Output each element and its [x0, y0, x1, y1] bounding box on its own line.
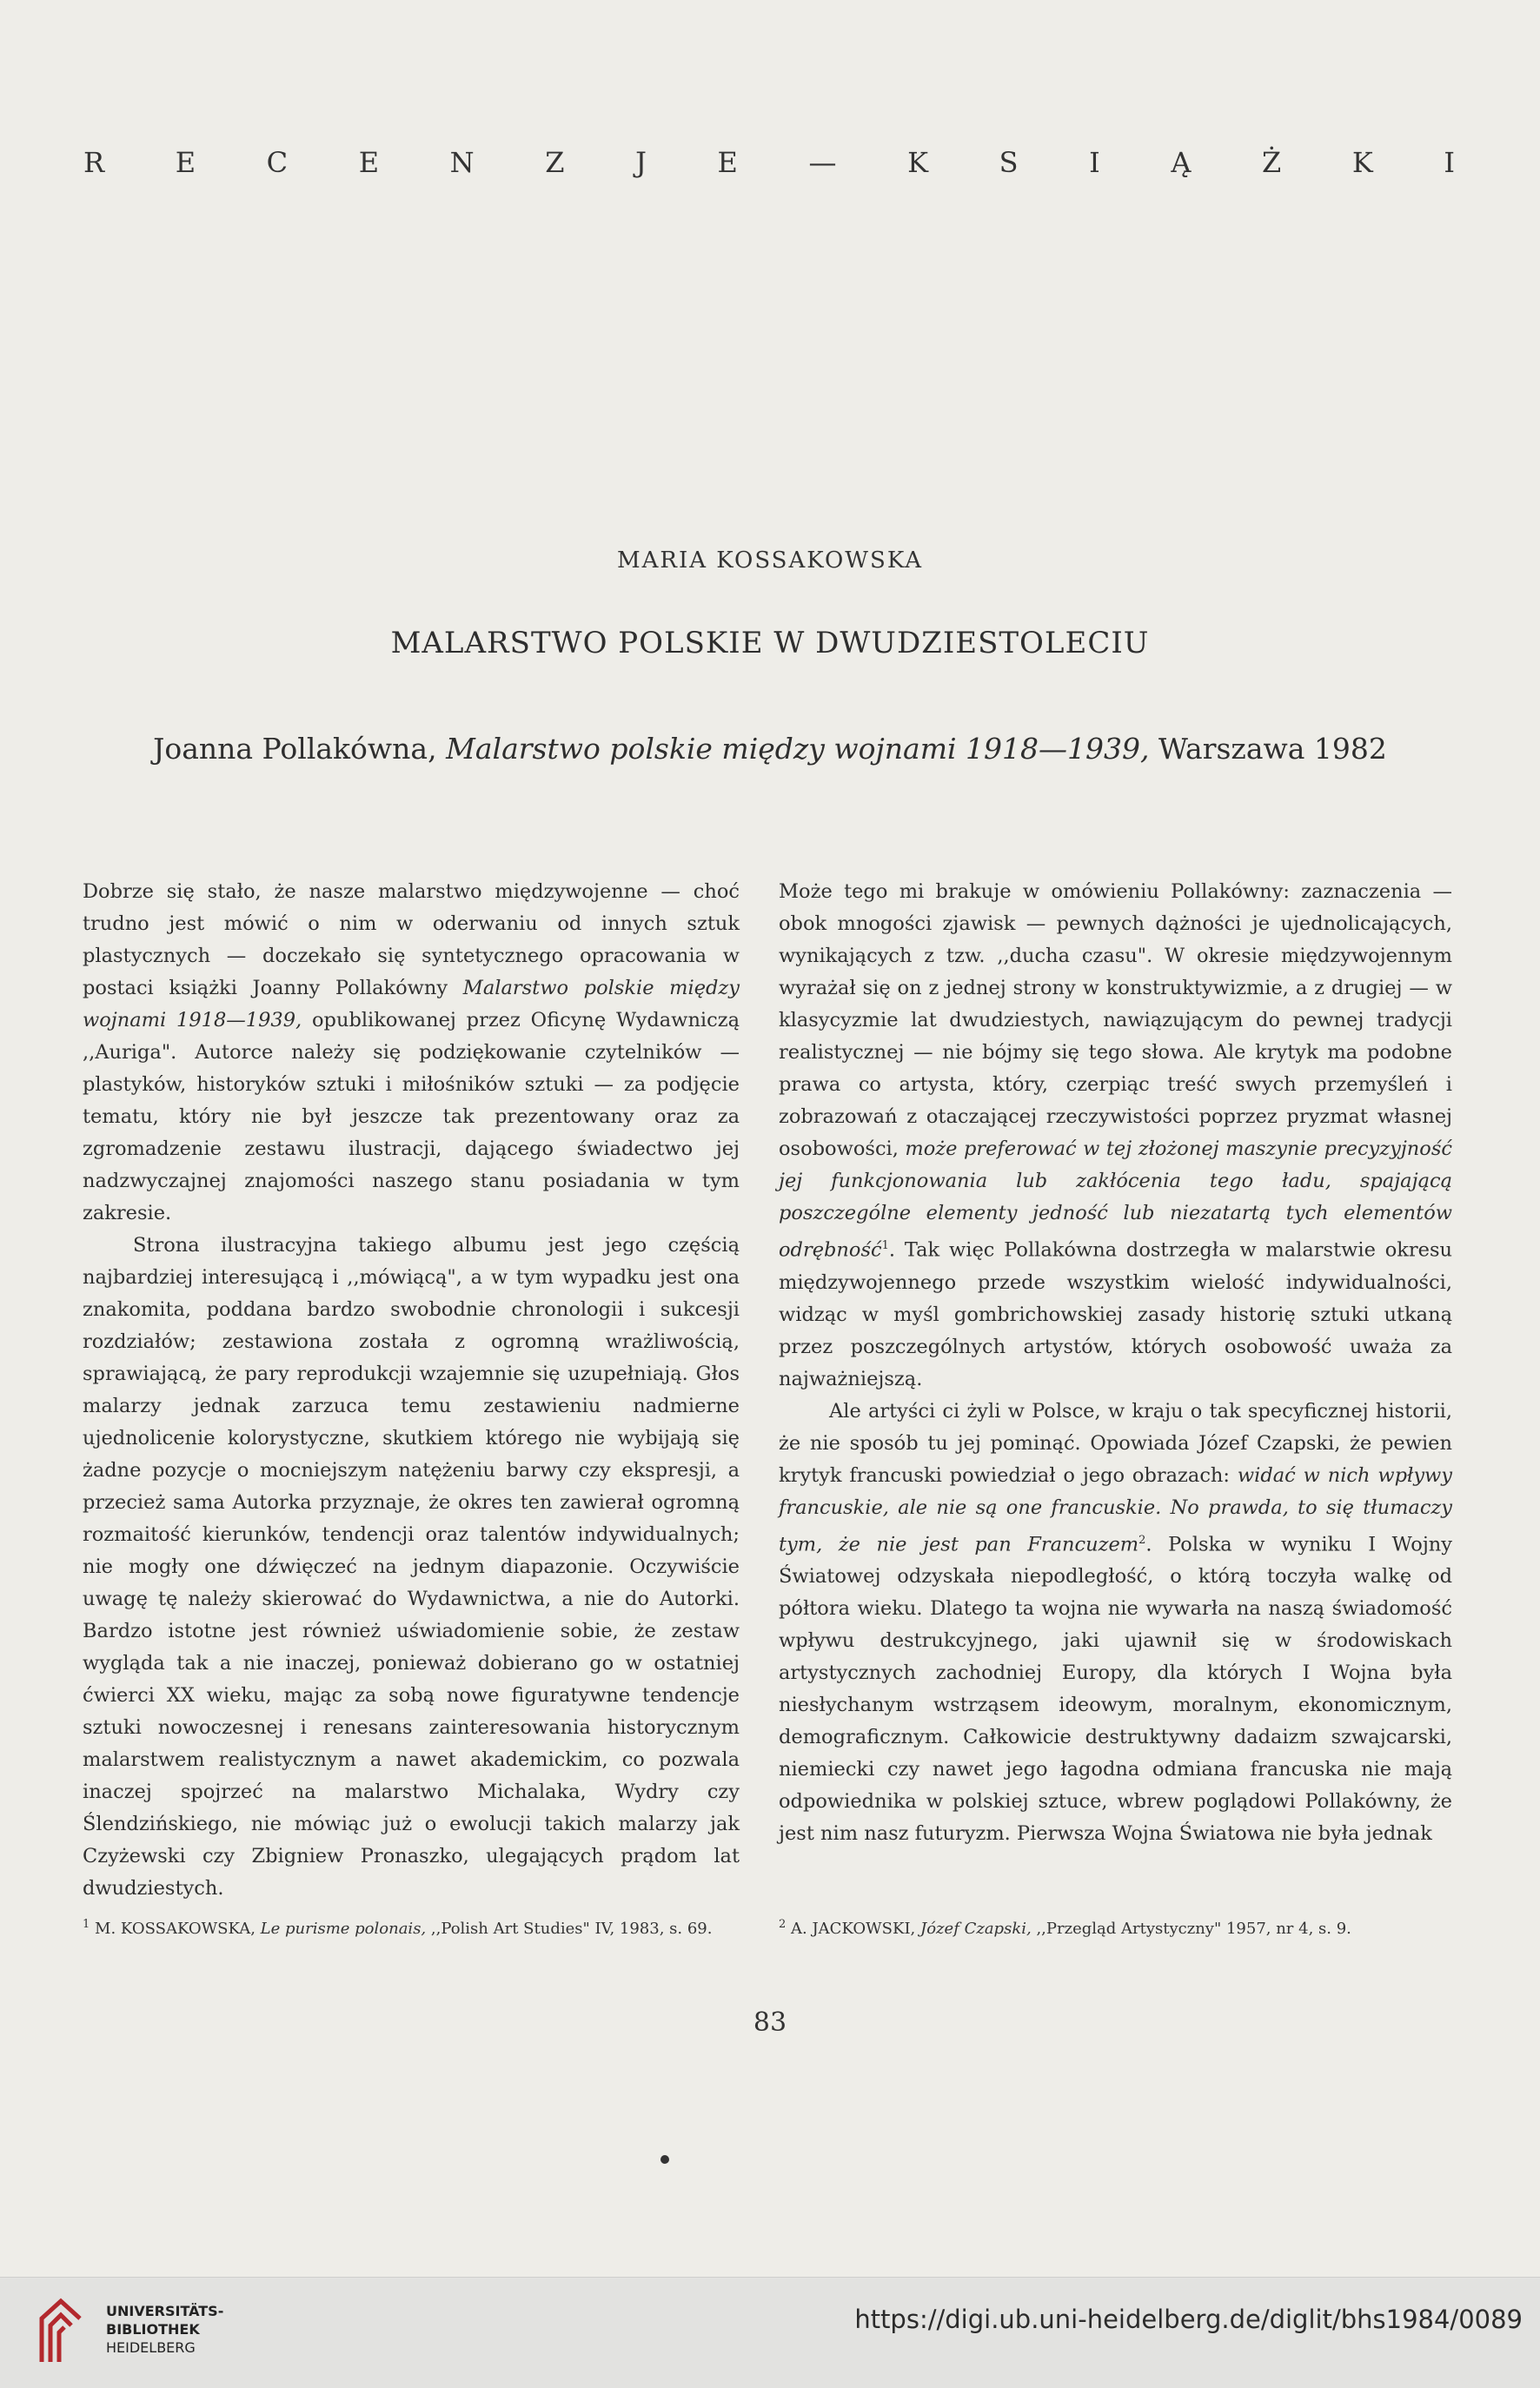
running-head-letter: I	[1089, 146, 1102, 179]
library-logo[interactable]	[35, 2294, 223, 2364]
page-number: 83	[753, 2007, 787, 2038]
reviewed-book-title: Malarstwo polskie między wojnami 1918—1939,	[446, 732, 1150, 766]
reviewed-book-place-year: Warszawa 1982	[1158, 732, 1387, 766]
reviewed-book-author: Joanna Pollakówna,	[153, 732, 437, 766]
logo-line-3: HEIDELBERG	[106, 2338, 196, 2356]
running-head-letter: J	[635, 146, 648, 179]
running-head-letter: E	[358, 146, 382, 179]
text-run: opublikowanej przez Oficynę Wydawniczą ,,Auriga". Autorce należy się podziękowanie czytelników — plastyków, historyków sztuki i miłośników sztuki — za podjęcie tematu, który nie był jeszcze tak prezentowany oraz za zgromadzenie zestawu ilustracji, dającego świadectwo jej nadzwyczajnej znajomości naszego stanu posiadania w tym zakresie.	[83, 1009, 740, 1224]
paragraph	[779, 1396, 1452, 1851]
text-run: Strona ilustracyjna takiego albumu jest jego częścią najbardziej interesującą i ,,mówiącą", a w tym wypadku jest ona znakomita, poddana bardzo swobodnie chronologii i sukcesji rozdziałów; zestawiona została z ogromną wrażliwością, sprawiającą, że pary reprodukcji wzajemnie się uzupełniają. Głos malarzy jednak zarzuca temu zestawieniu nadmierne ujednolicenie kolorystyczne, skutkiem którego nie wybijają się żadne pozycje o mocniejszym natężeniu barwy czy ekspresji, a przecież sama Autorka przyznaje, że okres ten zawierał ogromną rozmaitość kierunków, tendencji oraz talentów indywidualnych; nie mogły one dźwięczeć na jednym diapazonie. Oczywiście uwagę tę należy skierować do Wydawnictwa, a nie do Autorki. Bardzo istotne jest również uświadomienie sobie, że zestaw wygląda tak a nie inaczej, ponieważ dobierano go w ostatniej ćwierci XX wieku, mając za sobą nowe figuratywne tendencje sztuki nowoczesnej i renesans zainteresowania historycznym malarstwem realistycznym a nawet akademickim, co pozwala inaczej spojrzeć na malarstwo Michalaka, Wydry czy Ślendzińskiego, nie mówiąc już o ewolucji takich malarzy jak Czyżewski czy Zbigniew Pronaszko, ulegających prądom lat dwudziestych.	[83, 1234, 740, 1900]
footnote-ref: 2	[1138, 1533, 1146, 1547]
running-head-letter: E	[717, 146, 740, 179]
text-run: . Tak więc Pollakówna dostrzegła w malarstwie okresu międzywojennego przede wszystkim wielość indywidualności, widząc w myśl gombrichowskiej zasady historię sztuki utkaną przez poszczególnych artystów, których osobowość uważa za najważniejszą.	[779, 1238, 1452, 1390]
footnote-ref: 1	[881, 1239, 889, 1252]
paragraph	[779, 876, 1452, 1396]
footnote-italic: Le purisme polonais,	[260, 1920, 427, 1938]
running-head-letter: —	[808, 146, 839, 179]
text-run: Może tego mi brakuje w omówieniu Pollakówny: zaznaczenia — obok mnogości zjawisk — pewnych dążności je ujednolicających, wynikających z tzw. ,,ducha czasu". W okresie międzywojennym wyrażał się on z jednej strony w konstruktywizmie, a z drugiej — w klasycyzmie lat dwudziestych, nawiązującym do pewnej tradycji realistycznej — nie bójmy się tego słowa. Ale krytyk ma podobne prawa co artysta, który, czerpiąc treść swych przemyśleń i zobrazowań z otaczającej rzeczywistości poprzez pryzmat własnej osobowości,	[779, 880, 1452, 1160]
footnote-rest: ,,Polish Art Studies" IV, 1983, s. 69.	[426, 1920, 713, 1938]
running-head-letter: I	[1444, 146, 1457, 179]
footnote-2	[779, 1912, 1452, 1942]
italic-quote: widać w nich wpływy francuskie, ale nie są one francuskie. No prawda, to się tłumaczy tym, że nie jest pan Francuzem	[779, 1463, 1452, 1556]
left-column	[83, 876, 740, 1905]
running-head	[83, 146, 1457, 179]
footnote-1	[83, 1912, 752, 1942]
footnote-rest: ,,Przegląd Artystyczny" 1957, nr 4, s. 9.	[1031, 1920, 1351, 1938]
running-head-letter: Ż	[1262, 146, 1284, 179]
logo-line-1: UNIVERSITÄTS-	[106, 2302, 224, 2319]
footnote-number: 2	[779, 1918, 787, 1931]
footnote-italic: Józef Czapski,	[920, 1920, 1032, 1938]
article-author: MARIA KOSSAKOWSKA	[617, 547, 923, 574]
footnote-text: M. KOSSAKOWSKA,	[95, 1920, 261, 1938]
italic-quote: może preferować w tej złożonej maszynie precyzyjność jej funkcjonowania lub zakłócenia tego ładu, spajającą poszczególne elementy jedność lub niezatartą tych elementów odrębność	[779, 1138, 1452, 1262]
running-head-letter: K	[1351, 146, 1375, 179]
running-head-letter: Z	[545, 146, 567, 179]
running-head-letter: C	[266, 146, 290, 179]
library-logo-text	[106, 2302, 223, 2357]
footnote-number: 1	[83, 1918, 90, 1931]
text-run: Dobrze się stało, że nasze malarstwo międzywojenne — choć trudno jest mówić o nim w oderwaniu od innych sztuk plastycznych — doczekało się syntetycznego opracowania w postaci książki Joanny Pollakówny	[83, 880, 740, 999]
text-run: Ale artyści ci żyli w Polsce, w kraju o tak specyficznej historii, że nie sposób tu jej pominąć. Opowiada Józef Czapski, że pewien krytyk francuski powiedział o jego obrazach:	[779, 1399, 1452, 1487]
permalink-url[interactable]: https://digi.ub.uni-heidelberg.de/diglit/bhs1984/0089	[854, 2305, 1523, 2334]
library-logo-icon	[35, 2294, 87, 2364]
running-head-letter: E	[175, 146, 198, 179]
right-column	[779, 876, 1452, 1850]
running-head-letter: N	[449, 146, 476, 179]
running-head-letter: R	[83, 146, 107, 179]
running-head-letter: K	[907, 146, 930, 179]
article-title: MALARSTWO POLSKIE W DWUDZIESTOLECIU	[390, 626, 1150, 660]
logo-line-2: BIBLIOTHEK	[106, 2320, 200, 2338]
paragraph	[83, 1230, 740, 1905]
paragraph	[83, 876, 740, 1230]
text-run: . Polska w wyniku I Wojny Światowej odzyskała niepodległość, o którą toczyła walkę od półtora wieku. Dlatego ta wojna nie wywarła na naszą świadomość wpływu destrukcyjnego, jaki ujawnił się w środowiskach artystycznych zachodniej Europy, dla których I Wojna była niesłychanym wstrząsem ideowym, moralnym, ekonomicznym, demograficznym. Całkowicie destruktywny dadaizm szwajcarski, niemiecki czy nawet jego łagodna odmiana francuska nie mają odpowiednika w polskiej sztuce, wbrew poglądowi Pollakówny, że jest nim nasz futuryzm. Pierwsza Wojna Światowa nie była jednak	[779, 1533, 1452, 1845]
running-head-letter: Ą	[1171, 146, 1193, 179]
ink-speck	[660, 2155, 669, 2164]
footnote-text: A. JACKOWSKI,	[791, 1920, 920, 1938]
running-head-letter: S	[999, 146, 1020, 179]
italic-quote: Malarstwo polskie między wojnami 1918—1939,	[83, 977, 740, 1031]
reviewed-book	[0, 732, 1540, 766]
